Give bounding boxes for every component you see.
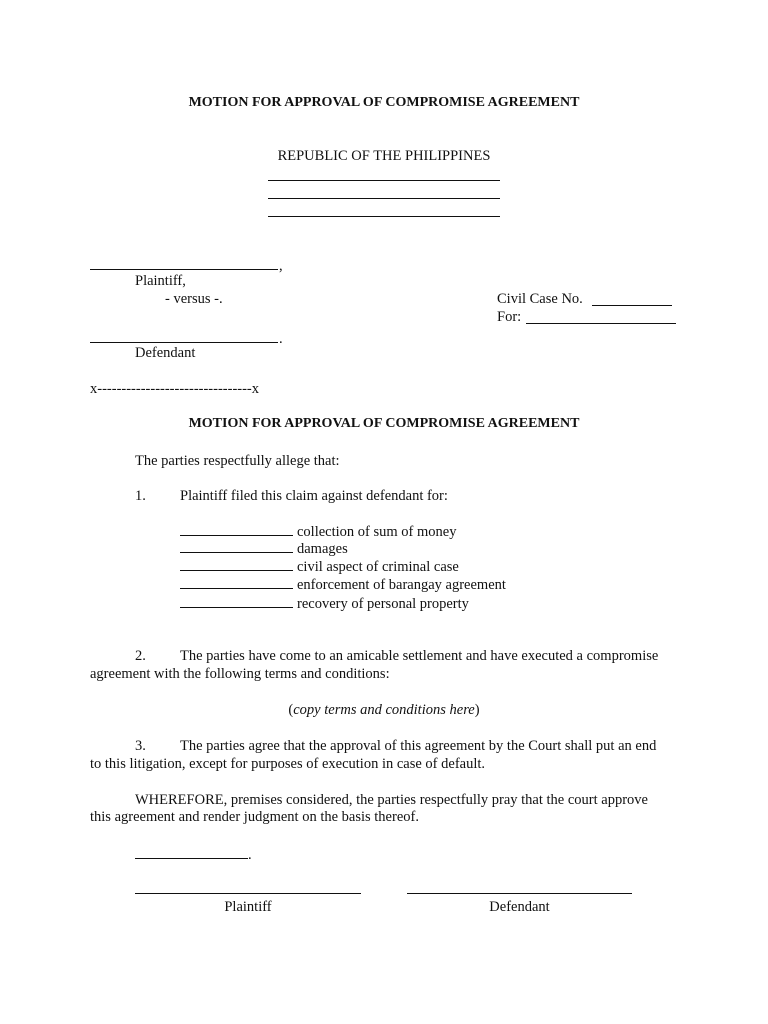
claim-option-label: recovery of personal property xyxy=(297,596,469,612)
for-blank xyxy=(526,323,676,324)
claim-option-label: damages xyxy=(297,541,348,557)
item-1-text: Plaintiff filed this claim against defendant for: xyxy=(180,488,448,504)
claim-option xyxy=(180,523,456,541)
motion-title: MOTION FOR APPROVAL OF COMPROMISE AGREEMENT xyxy=(188,416,580,431)
item-3-number: 3. xyxy=(135,738,146,754)
claim-option-blank xyxy=(180,523,293,536)
claim-option xyxy=(180,558,459,576)
court-blank-line-3 xyxy=(268,216,500,217)
defendant-label: Defendant xyxy=(135,345,196,361)
caption-separator: x--------------------------------x xyxy=(90,381,260,397)
item-2-line-2: agreement with the following terms and conditions: xyxy=(90,666,390,682)
item-2-line-1 xyxy=(135,647,677,665)
versus-label: - versus -. xyxy=(165,291,223,307)
defendant-signature-line xyxy=(407,893,632,894)
defendant-signature-label: Defendant xyxy=(489,899,550,915)
item-2-text-1: The parties have come to an amicable settlement and have executed a compromise xyxy=(180,648,659,664)
plaintiff-signature-label: Plaintiff xyxy=(224,899,272,915)
item-1 xyxy=(135,487,448,505)
claim-option-blank xyxy=(180,576,293,589)
plaintiff-label: Plaintiff, xyxy=(135,273,186,289)
terms-instruction xyxy=(0,701,768,719)
defendant-period: . xyxy=(279,331,283,347)
claim-option-blank xyxy=(180,558,293,571)
plaintiff-name-blank xyxy=(90,269,278,270)
prayer-line-1: WHEREFORE, premises considered, the parties respectfully pray that the court approve xyxy=(135,792,648,808)
claim-option xyxy=(180,540,348,558)
claim-option-label: enforcement of barangay agreement xyxy=(297,577,506,593)
item-3-line-1 xyxy=(135,737,656,755)
claim-option xyxy=(180,576,506,594)
intro-text: The parties respectfully allege that: xyxy=(135,453,340,469)
prayer-line-2: this agreement and render judgment on the basis thereof. xyxy=(90,809,419,825)
item-2-number: 2. xyxy=(135,648,146,664)
claim-option-label: civil aspect of criminal case xyxy=(297,559,459,575)
item-1-number: 1. xyxy=(135,488,146,504)
court-blank-line-1 xyxy=(268,180,500,181)
document-heading: MOTION FOR APPROVAL OF COMPROMISE AGREEMENT xyxy=(188,95,580,110)
claim-option-blank xyxy=(180,595,293,608)
item-3-line-2: to this litigation, except for purposes of execution in case of default. xyxy=(90,756,486,772)
plaintiff-signature-line xyxy=(135,893,361,894)
terms-instruction-close: ) xyxy=(474,702,480,718)
date-period: . xyxy=(248,847,252,863)
date-blank xyxy=(135,858,248,859)
republic-heading: REPUBLIC OF THE PHILIPPINES xyxy=(277,148,491,164)
claim-option-label: collection of sum of money xyxy=(297,524,457,540)
claim-option-blank xyxy=(180,540,293,553)
terms-instruction-text: copy terms and conditions here xyxy=(293,702,475,718)
court-blank-line-2 xyxy=(268,198,500,199)
terms-instruction-open: ( xyxy=(288,702,294,718)
civil-case-label xyxy=(497,290,583,308)
item-3-text-1: The parties agree that the approval of this agreement by the Court shall put an end xyxy=(180,738,657,754)
defendant-name-blank xyxy=(90,342,278,343)
plaintiff-comma: , xyxy=(279,258,283,274)
claim-option xyxy=(180,595,469,613)
civil-case-number-blank xyxy=(592,305,672,306)
civil-case-text: Civil Case No. xyxy=(497,291,583,307)
for-label: For: xyxy=(497,309,522,325)
